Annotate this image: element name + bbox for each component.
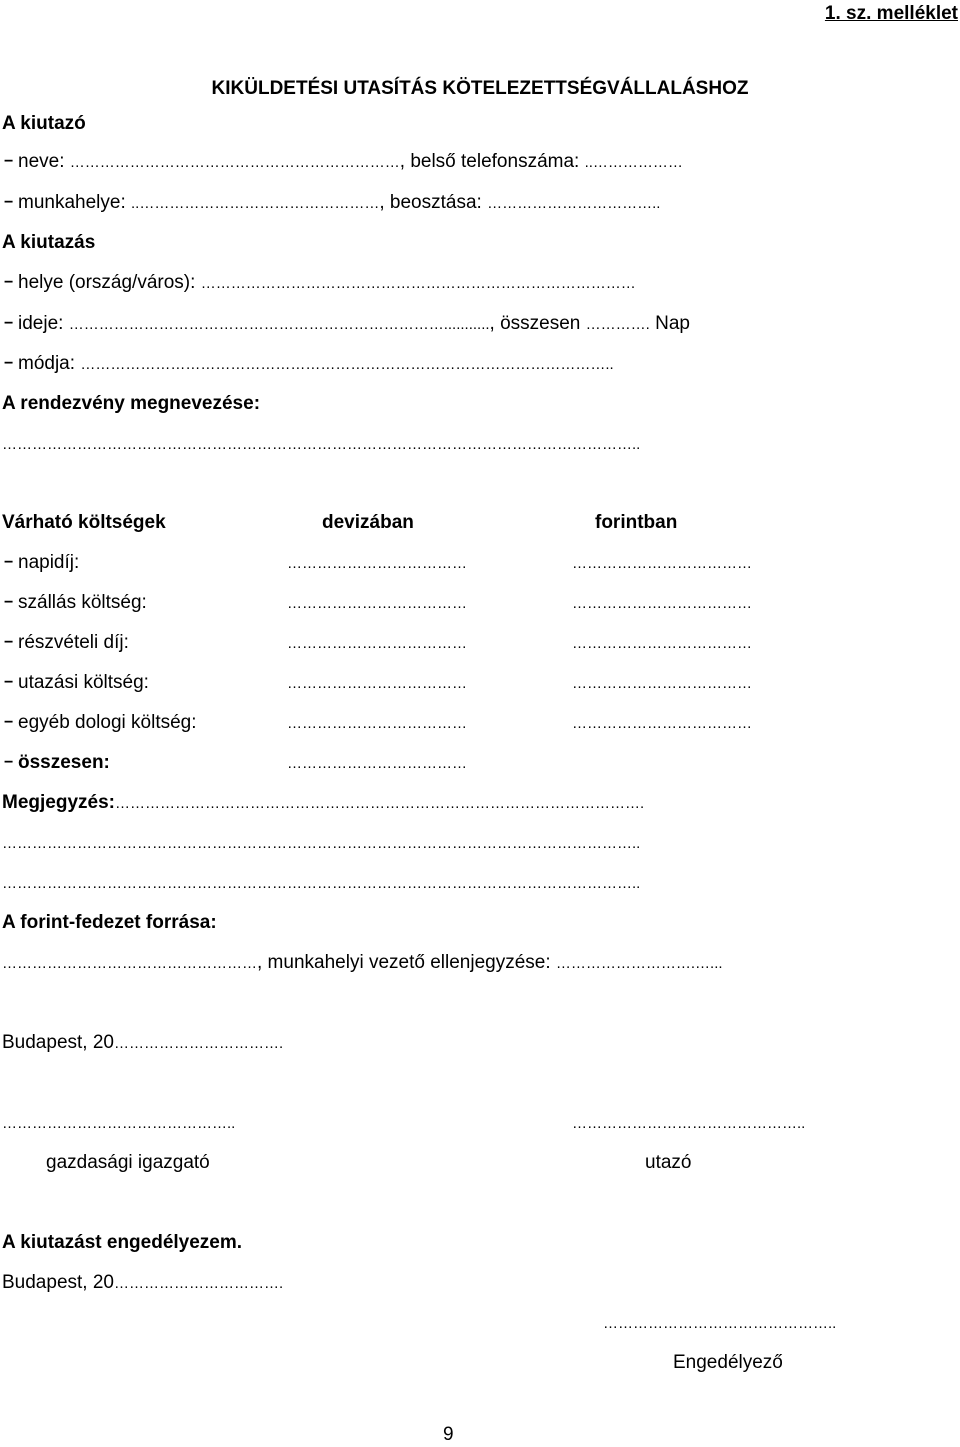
total-days-blank: …………. <box>585 316 650 333</box>
manager-approval-blank: ……………………….…... <box>555 955 723 972</box>
signature-role-traveler: utazó <box>645 1152 692 1173</box>
position-label: , beosztása: <box>379 192 482 213</box>
phone-blank: ..……………… <box>584 154 683 171</box>
remarks-blank: ……………………………………………………………………………………………. <box>114 795 645 812</box>
mode-blank: …………………………………………………………………………………………….. <box>80 356 614 373</box>
approval-place-date-row <box>2 1271 283 1295</box>
signature-role-director: gazdasági igazgató <box>46 1152 210 1173</box>
signature-lines-row <box>0 1111 960 1135</box>
trip-place-row <box>4 271 636 295</box>
place-date-row <box>2 1031 283 1055</box>
cost-label: egyéb dologi költség: <box>18 712 197 733</box>
cost-currency-blank: ……………………………… <box>287 715 467 732</box>
traveler-workplace-row <box>4 191 661 215</box>
signature-line: ……………………………………….. <box>572 1115 806 1132</box>
list-bullet: − <box>4 315 14 332</box>
time-blank: …………………………………………………………………........... <box>68 316 490 333</box>
cost-forint-blank: ……………………………… <box>572 635 752 652</box>
name-label: neve: <box>18 151 65 172</box>
cost-row <box>4 711 918 735</box>
remarks-label: Megjegyzés: <box>2 792 115 813</box>
place-label: helye (ország/város): <box>18 272 196 293</box>
cost-forint-blank: ……………………………… <box>572 595 752 612</box>
section-heading-event: A rendezvény megnevezése: <box>2 393 261 414</box>
signature-roles-row <box>0 1151 960 1175</box>
remarks-blank: ……………………………………………………………………………………………………………….. <box>2 835 641 852</box>
column-header-currency: devizában <box>322 512 414 533</box>
signature-line: ……………………………………….. <box>2 1115 236 1132</box>
list-bullet: − <box>4 714 14 731</box>
cost-row <box>4 591 918 615</box>
mode-label: módja: <box>18 353 76 374</box>
list-bullet: − <box>4 355 14 372</box>
list-bullet: − <box>4 674 14 691</box>
cost-row <box>4 631 918 655</box>
costs-heading: Várható költségek <box>2 512 166 533</box>
remarks-line <box>2 831 640 855</box>
workplace-label: munkahelye: <box>18 192 126 213</box>
cost-label: utazási költség: <box>18 672 149 693</box>
name-blank: ………………………………………………………… <box>69 154 400 171</box>
list-bullet: − <box>4 554 14 571</box>
cost-total-label: összesen: <box>18 752 110 773</box>
cost-label: részvételi díj: <box>18 632 129 653</box>
funding-row <box>2 951 723 975</box>
cost-row <box>4 671 918 695</box>
column-header-forint: forintban <box>595 512 678 533</box>
costs-header <box>2 511 958 535</box>
page-number: 9 <box>443 1424 454 1445</box>
list-bullet: − <box>4 754 14 771</box>
place-blank: …………………………………………………………………………… <box>200 275 636 292</box>
section-heading-trip: A kiutazás <box>2 232 96 253</box>
total-days-label: , összesen <box>489 313 581 334</box>
time-label: ideje: <box>18 313 64 334</box>
event-row <box>2 432 640 456</box>
trip-mode-row <box>4 352 614 376</box>
cost-total-row <box>4 751 918 775</box>
cost-label: szállás költség: <box>18 592 147 613</box>
list-bullet: − <box>4 634 14 651</box>
cost-forint-blank: ……………………………… <box>572 675 752 692</box>
section-heading-traveler: A kiutazó <box>2 113 86 134</box>
signature-role-approver: Engedélyező <box>673 1352 783 1373</box>
list-bullet: − <box>4 274 14 291</box>
signature-line: ……………………………………….. <box>603 1315 837 1332</box>
approver-signature-row <box>0 1311 960 1335</box>
list-bullet: − <box>4 194 14 211</box>
remarks-blank: ……………………………………………………………………………………………………………….. <box>2 875 641 892</box>
date-blank: ……………………………. <box>113 1275 284 1292</box>
cost-row <box>4 551 918 575</box>
list-bullet: − <box>4 594 14 611</box>
place-date-label: Budapest, 20 <box>2 1032 114 1053</box>
remarks-line <box>2 871 640 895</box>
funding-blank: …………………………………………… <box>2 955 257 972</box>
cost-forint-blank: ……………………………… <box>572 555 752 572</box>
cost-currency-blank: ……………………………… <box>287 555 467 572</box>
cost-currency-blank: ……………………………… <box>287 635 467 652</box>
annex-label: 1. sz. melléklet <box>824 3 958 24</box>
days-unit: Nap <box>655 313 690 334</box>
position-blank: …………………………….. <box>487 195 661 212</box>
section-heading-funding: A forint-fedezet forrása: <box>2 912 217 933</box>
workplace-blank: ..………………………………………… <box>131 195 380 212</box>
cost-forint-blank: ……………………………… <box>572 715 752 732</box>
phone-label: , belső telefonszáma: <box>399 151 580 172</box>
cost-total-currency-blank: ……………………………… <box>287 755 467 772</box>
trip-time-row <box>4 312 690 336</box>
cost-currency-blank: ……………………………… <box>287 595 467 612</box>
cost-label: napidíj: <box>18 552 80 573</box>
remarks-row <box>2 791 644 815</box>
event-blank: ……………………………………………………………………………………………………………….. <box>2 436 641 453</box>
date-blank: ……………………………. <box>113 1035 284 1052</box>
approval-statement: A kiutazást engedélyezem. <box>2 1232 243 1253</box>
list-bullet: − <box>4 153 14 170</box>
cost-currency-blank: ……………………………… <box>287 675 467 692</box>
place-date-label: Budapest, 20 <box>2 1272 114 1293</box>
form-title: KIKÜLDETÉSI UTASÍTÁS KÖTELEZETTSÉGVÁLLALÁSHOZ <box>211 78 749 99</box>
traveler-name-row <box>4 150 683 174</box>
manager-approval-label: , munkahelyi vezető ellenjegyzése: <box>257 952 551 973</box>
